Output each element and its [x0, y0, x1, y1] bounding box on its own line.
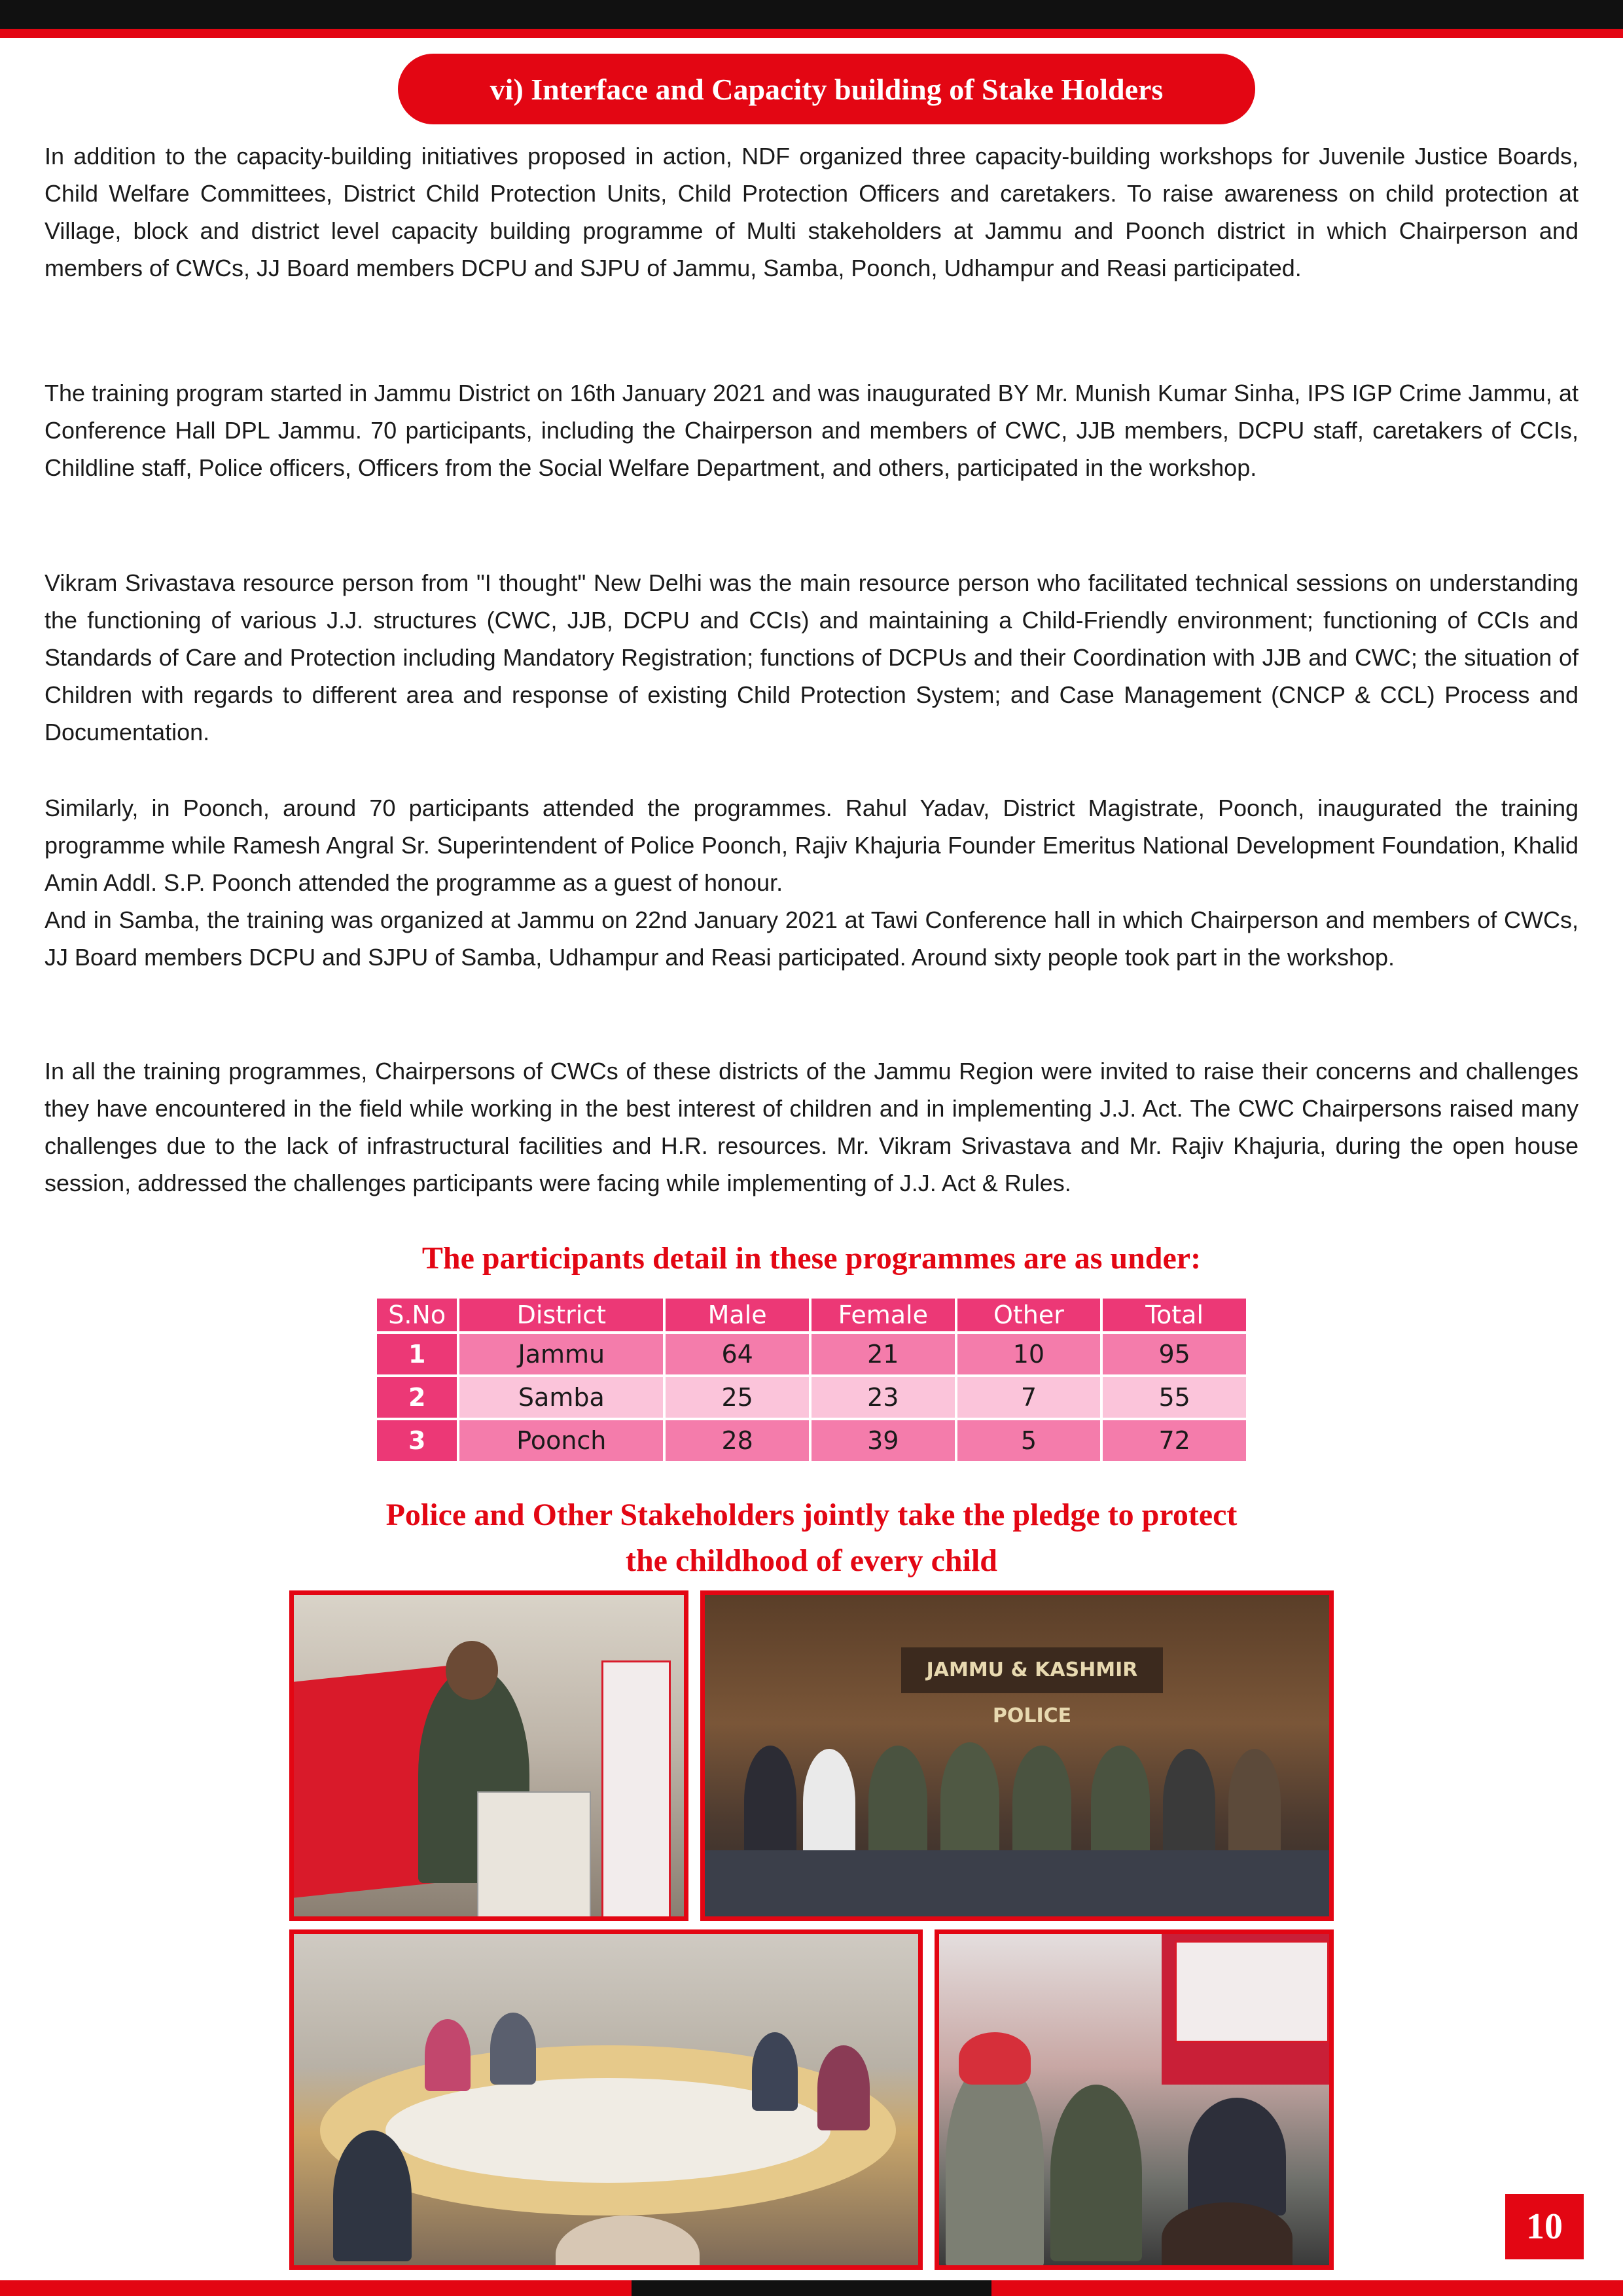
pledge-person [1163, 1749, 1215, 1857]
banner-panel [1175, 1941, 1329, 2043]
participant [490, 2013, 536, 2085]
pledge-person [940, 1742, 999, 1857]
paragraph-text: Similarly, in Poonch, around 70 participants attended the programmes. Rahul Yadav, District Magistrate, Poonch, inaugurated the training programme while Ramesh Angral Sr. Superintendent of Police Poonch, Rajiv Khajuria Founder Emeritus National Development Foundation, Khalid Amin Addl. S.P. Poonch attended the programme as a guest of honour. [45, 795, 1578, 896]
cell-female: 23 [812, 1377, 955, 1418]
paragraph-text: And in Samba, the training was organized at Jammu on 22nd January 2021 at Tawi Conference hall in which Chairperson and members of CWCs, JJ Board members DCPU and SJPU of Samba, Udhampur and Reasi participated. Around sixty people took part in the workshop. [45, 906, 1578, 971]
participant [1162, 2202, 1293, 2270]
participant [425, 2019, 471, 2091]
front-desk [705, 1850, 1334, 1921]
paragraph-text: Vikram Srivastava resource person from "I thought" New Delhi was the main resource person who facilitated technical sessions on understanding the functioning of various J.J. structures (CWC, JJB, DCPU and CCIs) and maintaining a Child-Friendly environment; functioning of CCIs and Standards of Care and Protection including Mandatory Registration; functions of DCPUs and their Coordination with JJB and CWC; the situation of Children with regards to different area and response of existing Child Protection System; and Case Management (CNCP & CCL) Process and Documentation. [45, 569, 1578, 745]
pledge-person [744, 1746, 796, 1857]
page-number-text: 10 [1526, 2206, 1563, 2247]
cell-sno: 2 [377, 1377, 457, 1418]
cell-other: 5 [957, 1420, 1101, 1461]
cell-other: 7 [957, 1377, 1101, 1418]
pledge-person [1091, 1746, 1150, 1857]
participant [817, 2045, 870, 2130]
cell-total: 72 [1103, 1420, 1246, 1461]
paragraph-jammu-training [45, 374, 1578, 486]
paragraph-text: In all the training programmes, Chairpersons of CWCs of these districts of the Jammu Region were invited to raise their concerns and challenges they have encountered in the field while working in the best interest of children and in implementing J.J. Act. The CWC Chairpersons raised many challenges due to the lack of infrastructural facilities and H.R. resources. Mr. Vikram Srivastava and Mr. Rajiv Khajuria, during the open house session, addressed the challenges participants were facing while implementing of J.J. Act & Rules. [45, 1058, 1578, 1196]
top-red-bar [0, 29, 1623, 38]
pledge-person [803, 1749, 855, 1857]
table-row [377, 1377, 1246, 1418]
cell-sno: 1 [377, 1334, 457, 1374]
cell-other: 10 [957, 1334, 1101, 1374]
cell-male: 28 [666, 1420, 809, 1461]
photo-conference-hall [289, 1929, 923, 2270]
photos-caption-line: Police and Other Stakeholders jointly take the pledge to protect [385, 1498, 1238, 1532]
cell-female: 39 [812, 1420, 955, 1461]
paragraph-text: The training program started in Jammu District on 16th January 2021 and was inaugurated BY Mr. Munish Kumar Sinha, IPS IGP Crime Jammu, at Conference Hall DPL Jammu. 70 participants, including the Chairperson and members of CWC, JJB members, DCPU staff, caretakers of CCIs, Childline staff, Police officers, Officers from the Social Welfare Department, and others, participated in the workshop. [45, 380, 1578, 481]
cell-male: 25 [666, 1377, 809, 1418]
paragraph-capacity-building [45, 137, 1578, 287]
speaker-figure [1188, 2098, 1286, 2215]
table-row [377, 1420, 1246, 1461]
pledge-person [868, 1746, 927, 1857]
section-title [398, 54, 1255, 124]
cell-district: Poonch [459, 1420, 663, 1461]
pledge-person [1228, 1749, 1281, 1857]
paragraph-open-house [45, 1052, 1578, 1202]
photo-police-pledge [700, 1590, 1334, 1921]
speaker-head [446, 1641, 498, 1700]
cell-district: Samba [459, 1377, 663, 1418]
participant-turban [946, 2058, 1044, 2268]
photos-caption [223, 1492, 1400, 1584]
cell-sno: 3 [377, 1420, 457, 1461]
paragraph-poonch-samba [45, 789, 1578, 976]
police-sign-text: JAMMU & KASHMIR POLICE [926, 1659, 1138, 1727]
column-header-other: Other [957, 1299, 1101, 1331]
police-officer [1050, 2085, 1142, 2261]
paragraph-text: In addition to the capacity-building initiatives proposed in action, NDF organized three capacity-building workshops for Juvenile Justice Boards, Child Welfare Committees, District Child Protection Units, Child Protection Officers and caretakers. To raise awareness on child protection at Village, block and district level capacity building programme of Multi stakeholders at Jammu and Poonch district in which Chairperson and members of CWCs, JJ Board members DCPU and SJPU of Jammu, Samba, Poonch, Udhampur and Reasi participated. [45, 143, 1578, 281]
top-black-bar [0, 0, 1623, 29]
participants-table [374, 1296, 1249, 1463]
photo-samba-workshop [935, 1929, 1334, 2270]
cell-district: Jammu [459, 1334, 663, 1374]
participant-turban-head [959, 2032, 1031, 2085]
cell-total: 95 [1103, 1334, 1246, 1374]
column-header-total: Total [1103, 1299, 1246, 1331]
paragraph-resource-person [45, 564, 1578, 751]
column-header-male: Male [666, 1299, 809, 1331]
table-header-row [377, 1299, 1246, 1331]
column-header-district: District [459, 1299, 663, 1331]
table-title: The participants detail in these programmes are as under: [421, 1241, 1202, 1276]
bottom-black-bar [632, 2280, 991, 2296]
pledge-person [1012, 1746, 1071, 1857]
column-header-female: Female [812, 1299, 955, 1331]
podium [477, 1791, 591, 1921]
participant [333, 2130, 412, 2261]
participant [752, 2032, 798, 2111]
photos-caption-line: the childhood of every child [625, 1543, 997, 1578]
column-header-sno: S.No [377, 1299, 457, 1331]
table-row [377, 1334, 1246, 1374]
photo-officer-speech [289, 1590, 688, 1921]
cell-total: 55 [1103, 1377, 1246, 1418]
cell-male: 64 [666, 1334, 809, 1374]
cell-female: 21 [812, 1334, 955, 1374]
police-sign [901, 1647, 1163, 1727]
participant [556, 2215, 700, 2270]
page-number [1505, 2194, 1584, 2259]
section-title-text: vi) Interface and Capacity building of Stake Holders [490, 72, 1164, 106]
workshop-standee [601, 1660, 671, 1920]
